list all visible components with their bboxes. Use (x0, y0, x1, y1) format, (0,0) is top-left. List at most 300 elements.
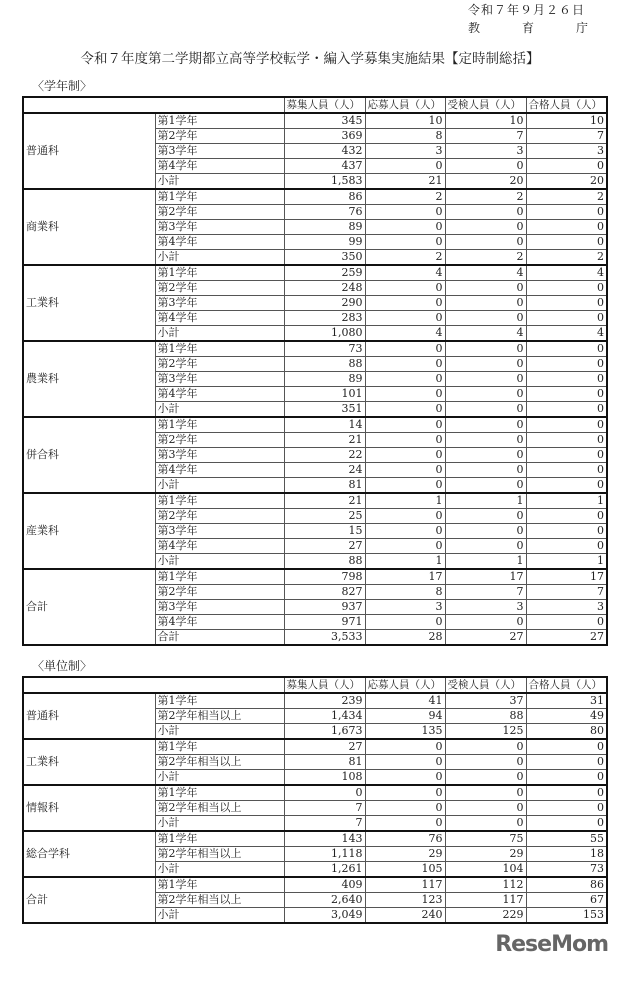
count-cell: 88 (284, 554, 365, 570)
count-cell: 0 (526, 739, 607, 755)
column-header: 応募人員（人） (365, 677, 445, 693)
count-cell: 7 (445, 129, 526, 144)
count-cell: 0 (526, 770, 607, 786)
count-cell: 8 (365, 129, 445, 144)
count-cell: 86 (526, 877, 607, 893)
count-cell: 0 (445, 402, 526, 418)
table-row (23, 785, 607, 801)
count-cell: 0 (365, 311, 445, 326)
count-cell: 0 (365, 235, 445, 250)
grade-label: 第1学年 (155, 831, 284, 847)
count-cell: 27 (445, 630, 526, 646)
count-cell: 0 (445, 220, 526, 235)
count-cell: 3 (526, 144, 607, 159)
section-label-gakunensei: 〈学年制〉 (32, 79, 93, 93)
count-cell: 345 (284, 113, 365, 129)
count-cell: 3 (445, 144, 526, 159)
count-cell: 17 (365, 569, 445, 585)
grade-label: 第2学年相当以上 (155, 755, 284, 770)
count-cell: 89 (284, 220, 365, 235)
count-cell: 123 (365, 893, 445, 908)
count-cell: 0 (526, 539, 607, 554)
column-header: 募集人員（人） (284, 677, 365, 693)
count-cell: 0 (445, 433, 526, 448)
count-cell: 0 (526, 281, 607, 296)
count-cell: 25 (284, 509, 365, 524)
count-cell: 14 (284, 417, 365, 433)
count-cell: 21 (284, 433, 365, 448)
count-cell: 2 (445, 250, 526, 266)
count-cell: 0 (526, 433, 607, 448)
table-row (23, 739, 607, 755)
count-cell: 0 (526, 296, 607, 311)
grade-label: 第2学年 (155, 585, 284, 600)
count-cell: 73 (284, 341, 365, 357)
count-cell: 0 (445, 463, 526, 478)
count-cell: 1 (526, 554, 607, 570)
count-cell: 1,118 (284, 847, 365, 862)
column-header: 受検人員（人） (445, 97, 526, 113)
count-cell: 369 (284, 129, 365, 144)
course-name: 工業科 (23, 739, 155, 785)
count-cell: 135 (365, 724, 445, 740)
count-cell: 0 (445, 235, 526, 250)
count-cell: 112 (445, 877, 526, 893)
document-header (0, 0, 620, 78)
column-header: 合格人員（人） (526, 97, 607, 113)
count-cell: 125 (445, 724, 526, 740)
grade-label: 第3学年 (155, 372, 284, 387)
grade-label: 小計 (155, 908, 284, 924)
grade-label: 第4学年 (155, 615, 284, 630)
grade-label: 第3学年 (155, 524, 284, 539)
count-cell: 409 (284, 877, 365, 893)
count-cell: 1,583 (284, 174, 365, 190)
grade-label: 第3学年 (155, 448, 284, 463)
count-cell: 0 (526, 205, 607, 220)
count-cell: 4 (526, 326, 607, 342)
count-cell: 0 (445, 357, 526, 372)
count-cell: 1,673 (284, 724, 365, 740)
count-cell: 0 (526, 387, 607, 402)
count-cell: 0 (365, 296, 445, 311)
count-cell: 21 (365, 174, 445, 190)
count-cell: 0 (445, 785, 526, 801)
count-cell: 99 (284, 235, 365, 250)
count-cell: 0 (526, 341, 607, 357)
count-cell: 0 (365, 357, 445, 372)
count-cell: 0 (445, 816, 526, 832)
count-cell: 0 (445, 539, 526, 554)
count-cell: 10 (526, 113, 607, 129)
count-cell: 0 (526, 159, 607, 174)
count-cell: 18 (526, 847, 607, 862)
grade-label: 小計 (155, 554, 284, 570)
count-cell: 67 (526, 893, 607, 908)
count-cell: 0 (445, 387, 526, 402)
course-name: 合計 (23, 877, 155, 923)
count-cell: 88 (284, 357, 365, 372)
issuing-agency (468, 20, 588, 36)
count-cell: 0 (526, 463, 607, 478)
count-cell: 0 (445, 615, 526, 630)
count-cell: 0 (365, 448, 445, 463)
count-cell: 0 (365, 341, 445, 357)
count-cell: 1 (526, 493, 607, 509)
grade-label: 第1学年 (155, 493, 284, 509)
table-row (23, 493, 607, 509)
count-cell: 31 (526, 693, 607, 709)
count-cell: 0 (445, 341, 526, 357)
count-cell: 1,261 (284, 862, 365, 878)
column-header: 受検人員（人） (445, 677, 526, 693)
grade-label: 第2学年 (155, 357, 284, 372)
count-cell: 0 (445, 281, 526, 296)
course-name: 農業科 (23, 341, 155, 417)
count-cell: 0 (445, 524, 526, 539)
resemom-logo: ReseMom (495, 932, 608, 957)
taniisei-table (22, 676, 608, 924)
grade-label: 第1学年 (155, 113, 284, 129)
grade-label: 小計 (155, 478, 284, 494)
column-header: 募集人員（人） (284, 97, 365, 113)
count-cell: 117 (445, 893, 526, 908)
count-cell: 27 (526, 630, 607, 646)
count-cell: 0 (365, 770, 445, 786)
table-row (23, 189, 607, 205)
count-cell: 0 (526, 524, 607, 539)
grade-label: 第4学年 (155, 159, 284, 174)
column-header: 応募人員（人） (365, 97, 445, 113)
grade-label: 第2学年相当以上 (155, 801, 284, 816)
count-cell: 0 (365, 463, 445, 478)
count-cell: 0 (365, 801, 445, 816)
grade-label: 第2学年相当以上 (155, 709, 284, 724)
grade-label: 第1学年 (155, 189, 284, 205)
count-cell: 7 (526, 129, 607, 144)
count-cell: 0 (526, 615, 607, 630)
grade-label: 第2学年 (155, 205, 284, 220)
count-cell: 0 (526, 357, 607, 372)
course-name: 普通科 (23, 113, 155, 189)
count-cell: 2 (365, 250, 445, 266)
count-cell: 41 (365, 693, 445, 709)
table-row (23, 569, 607, 585)
table-row (23, 341, 607, 357)
grade-label: 小計 (155, 174, 284, 190)
count-cell: 17 (445, 569, 526, 585)
grade-label: 第4学年 (155, 311, 284, 326)
table-row (23, 113, 607, 129)
count-cell: 0 (445, 755, 526, 770)
count-cell: 0 (365, 433, 445, 448)
count-cell: 350 (284, 250, 365, 266)
course-name: 普通科 (23, 693, 155, 739)
grade-label: 小計 (155, 250, 284, 266)
count-cell: 27 (284, 739, 365, 755)
count-cell: 0 (526, 801, 607, 816)
count-cell: 76 (284, 205, 365, 220)
count-cell: 76 (365, 831, 445, 847)
section-gap (0, 646, 620, 658)
grade-label: 第3学年 (155, 144, 284, 159)
count-cell: 0 (365, 402, 445, 418)
count-cell: 2 (445, 189, 526, 205)
release-date: 令和７年９月２６日 (468, 3, 586, 17)
count-cell: 7 (284, 816, 365, 832)
count-cell: 0 (365, 509, 445, 524)
count-cell: 7 (284, 801, 365, 816)
count-cell: 10 (445, 113, 526, 129)
grade-label: 第1学年 (155, 693, 284, 709)
count-cell: 437 (284, 159, 365, 174)
grade-label: 第2学年 (155, 129, 284, 144)
grade-label: 第2学年 (155, 509, 284, 524)
count-cell: 49 (526, 709, 607, 724)
count-cell: 0 (526, 311, 607, 326)
agency-char: 育 (521, 21, 534, 35)
count-cell: 105 (365, 862, 445, 878)
count-cell: 0 (365, 615, 445, 630)
count-cell: 0 (445, 509, 526, 524)
course-name: 合計 (23, 569, 155, 645)
count-cell: 0 (445, 770, 526, 786)
count-cell: 937 (284, 600, 365, 615)
count-cell: 75 (445, 831, 526, 847)
table-row (23, 831, 607, 847)
count-cell: 0 (365, 205, 445, 220)
grade-label: 第1学年 (155, 739, 284, 755)
agency-char: 庁 (575, 21, 588, 35)
count-cell: 0 (284, 785, 365, 801)
grade-label: 小計 (155, 724, 284, 740)
count-cell: 143 (284, 831, 365, 847)
grade-label: 第3学年 (155, 296, 284, 311)
count-cell: 73 (526, 862, 607, 878)
count-cell: 4 (526, 265, 607, 281)
count-cell: 15 (284, 524, 365, 539)
count-cell: 7 (445, 585, 526, 600)
grade-label: 小計 (155, 862, 284, 878)
count-cell: 0 (445, 296, 526, 311)
count-cell: 971 (284, 615, 365, 630)
count-cell: 1 (445, 493, 526, 509)
count-cell: 0 (445, 448, 526, 463)
count-cell: 0 (365, 524, 445, 539)
grade-label: 小計 (155, 816, 284, 832)
count-cell: 3,049 (284, 908, 365, 924)
count-cell: 24 (284, 463, 365, 478)
grade-label: 第2学年 (155, 281, 284, 296)
count-cell: 2,640 (284, 893, 365, 908)
section-label-taniisei: 〈単位制〉 (32, 659, 93, 673)
count-cell: 3 (526, 600, 607, 615)
course-name: 産業科 (23, 493, 155, 569)
grade-label: 第2学年 (155, 433, 284, 448)
count-cell: 2 (526, 250, 607, 266)
course-name: 情報科 (23, 785, 155, 831)
count-cell: 3 (365, 144, 445, 159)
count-cell: 0 (365, 816, 445, 832)
count-cell: 88 (445, 709, 526, 724)
table-row (23, 417, 607, 433)
count-cell: 0 (445, 159, 526, 174)
count-cell: 3 (445, 600, 526, 615)
count-cell: 0 (365, 755, 445, 770)
grade-label: 第3学年 (155, 220, 284, 235)
count-cell: 259 (284, 265, 365, 281)
count-cell: 117 (365, 877, 445, 893)
column-header: 合格人員（人） (526, 677, 607, 693)
count-cell: 1,434 (284, 709, 365, 724)
count-cell: 3,533 (284, 630, 365, 646)
count-cell: 0 (526, 816, 607, 832)
grade-label: 第1学年 (155, 569, 284, 585)
count-cell: 21 (284, 493, 365, 509)
table-row (23, 877, 607, 893)
document-title: 令和７年度第二学期都立高等学校転学・編入学募集実施結果【定時制総括】 (80, 51, 540, 67)
count-cell: 2 (365, 189, 445, 205)
count-cell: 0 (365, 220, 445, 235)
count-cell: 351 (284, 402, 365, 418)
grade-label: 合計 (155, 630, 284, 646)
count-cell: 0 (526, 372, 607, 387)
count-cell: 0 (445, 739, 526, 755)
count-cell: 81 (284, 755, 365, 770)
count-cell: 0 (526, 220, 607, 235)
count-cell: 0 (365, 539, 445, 554)
gakunensei-table (22, 96, 608, 646)
agency-char: 教 (468, 21, 481, 35)
table-row (23, 693, 607, 709)
course-name: 工業科 (23, 265, 155, 341)
count-cell: 0 (445, 478, 526, 494)
count-cell: 29 (445, 847, 526, 862)
grade-label: 小計 (155, 402, 284, 418)
count-cell: 248 (284, 281, 365, 296)
count-cell: 0 (365, 387, 445, 402)
count-cell: 29 (365, 847, 445, 862)
count-cell: 2 (526, 189, 607, 205)
course-name: 併合科 (23, 417, 155, 493)
count-cell: 0 (365, 739, 445, 755)
count-cell: 0 (526, 402, 607, 418)
count-cell: 27 (284, 539, 365, 554)
count-cell: 0 (526, 478, 607, 494)
count-cell: 229 (445, 908, 526, 924)
header-blank (23, 677, 284, 693)
count-cell: 0 (526, 509, 607, 524)
count-cell: 1 (445, 554, 526, 570)
grade-label: 第4学年 (155, 463, 284, 478)
grade-label: 第1学年 (155, 265, 284, 281)
count-cell: 240 (365, 908, 445, 924)
count-cell: 1 (365, 493, 445, 509)
count-cell: 0 (365, 372, 445, 387)
count-cell: 80 (526, 724, 607, 740)
count-cell: 55 (526, 831, 607, 847)
count-cell: 3 (365, 600, 445, 615)
grade-label: 第2学年相当以上 (155, 847, 284, 862)
count-cell: 10 (365, 113, 445, 129)
count-cell: 28 (365, 630, 445, 646)
count-cell: 0 (445, 205, 526, 220)
count-cell: 0 (365, 417, 445, 433)
header-blank (23, 97, 284, 113)
count-cell: 4 (445, 326, 526, 342)
count-cell: 37 (445, 693, 526, 709)
count-cell: 0 (526, 755, 607, 770)
count-cell: 4 (445, 265, 526, 281)
count-cell: 22 (284, 448, 365, 463)
header-row (23, 97, 607, 113)
grade-label: 小計 (155, 326, 284, 342)
count-cell: 153 (526, 908, 607, 924)
grade-label: 第3学年 (155, 600, 284, 615)
count-cell: 0 (365, 281, 445, 296)
logo-area (0, 932, 620, 958)
grade-label: 第1学年 (155, 877, 284, 893)
count-cell: 0 (526, 448, 607, 463)
count-cell: 0 (365, 478, 445, 494)
count-cell: 0 (526, 235, 607, 250)
count-cell: 108 (284, 770, 365, 786)
count-cell: 239 (284, 693, 365, 709)
count-cell: 0 (445, 417, 526, 433)
count-cell: 0 (445, 311, 526, 326)
count-cell: 4 (365, 265, 445, 281)
count-cell: 283 (284, 311, 365, 326)
grade-label: 第1学年 (155, 785, 284, 801)
count-cell: 17 (526, 569, 607, 585)
count-cell: 81 (284, 478, 365, 494)
count-cell: 1,080 (284, 326, 365, 342)
count-cell: 0 (445, 372, 526, 387)
count-cell: 1 (365, 554, 445, 570)
count-cell: 94 (365, 709, 445, 724)
count-cell: 432 (284, 144, 365, 159)
table-row (23, 265, 607, 281)
count-cell: 4 (365, 326, 445, 342)
header-row (23, 677, 607, 693)
course-name: 商業科 (23, 189, 155, 265)
grade-label: 第4学年 (155, 235, 284, 250)
count-cell: 101 (284, 387, 365, 402)
count-cell: 86 (284, 189, 365, 205)
count-cell: 290 (284, 296, 365, 311)
count-cell: 0 (365, 159, 445, 174)
count-cell: 20 (526, 174, 607, 190)
count-cell: 827 (284, 585, 365, 600)
grade-label: 第4学年 (155, 539, 284, 554)
count-cell: 0 (445, 801, 526, 816)
grade-label: 第1学年 (155, 341, 284, 357)
count-cell: 798 (284, 569, 365, 585)
grade-label: 第2学年相当以上 (155, 893, 284, 908)
count-cell: 0 (526, 417, 607, 433)
count-cell: 0 (365, 785, 445, 801)
grade-label: 小計 (155, 770, 284, 786)
grade-label: 第1学年 (155, 417, 284, 433)
count-cell: 89 (284, 372, 365, 387)
count-cell: 0 (526, 785, 607, 801)
count-cell: 8 (365, 585, 445, 600)
grade-label: 第4学年 (155, 387, 284, 402)
count-cell: 104 (445, 862, 526, 878)
course-name: 総合学科 (23, 831, 155, 877)
count-cell: 7 (526, 585, 607, 600)
count-cell: 20 (445, 174, 526, 190)
